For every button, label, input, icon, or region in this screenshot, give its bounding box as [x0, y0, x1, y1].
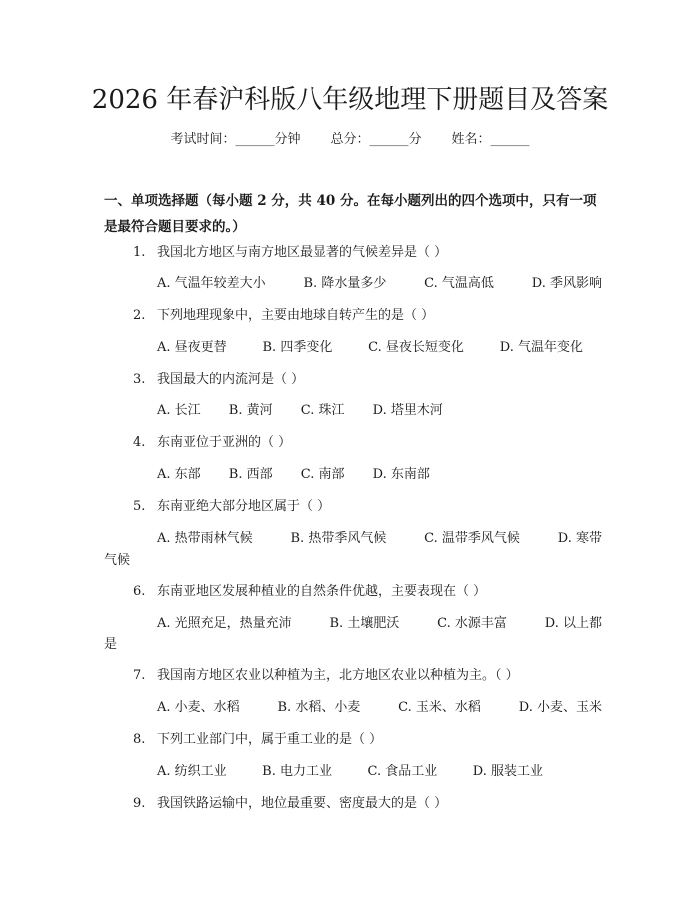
question-number: 6.	[133, 584, 146, 599]
question-number: 8.	[133, 732, 146, 747]
question-5-options	[157, 529, 602, 549]
question-text: 东南亚绝大部分地区属于（ ）	[157, 499, 331, 514]
option-c: C. 气温高低	[424, 276, 494, 291]
option-a: A. 昼夜更替	[157, 340, 227, 355]
option-a: A. 小麦、水稻	[157, 700, 240, 715]
option-b: B. 西部	[228, 467, 273, 482]
option-wrap-text: 气候	[104, 553, 131, 568]
student-name-field: 姓名：______	[451, 132, 530, 147]
question-text: 下列工业部门中，属于重工业的是（ ）	[157, 732, 383, 747]
question-1-options	[157, 274, 602, 294]
document-title: 2026 年春沪科版八年级地理下册题目及答案	[91, 85, 609, 115]
option-b: B. 土壤肥沃	[329, 616, 400, 631]
option-b: B. 四季变化	[262, 340, 333, 355]
question-number: 9.	[133, 796, 146, 811]
question-number: 3.	[133, 372, 146, 387]
question-text: 我国北方地区与南方地区最显著的气候差异是（ ）	[157, 245, 448, 260]
question-text: 我国南方地区农业以种植为主，北方地区农业以种植为主。（ ）	[157, 668, 519, 683]
option-d: D. 以上都	[544, 616, 602, 631]
section-heading-line-2: 是最符合题目要求的。）	[104, 219, 246, 235]
option-d: D. 季风影响	[531, 276, 602, 291]
question-2-options	[157, 338, 583, 358]
option-wrap-text: 是	[104, 637, 118, 652]
option-a: A. 东部	[157, 467, 201, 482]
option-b: B. 热带季风气候	[290, 531, 387, 546]
option-c: C. 珠江	[300, 403, 345, 418]
question-8-options	[157, 762, 543, 782]
option-a: A. 纺织工业	[157, 764, 227, 779]
option-d: D. 东南部	[372, 467, 430, 482]
option-b: B. 电力工业	[262, 764, 332, 779]
question-text: 东南亚地区发展种植业的自然条件优越，主要表现在（ ）	[157, 584, 487, 599]
option-c: C. 水源丰富	[437, 616, 507, 631]
option-b: B. 降水量多少	[303, 276, 387, 291]
question-4-options	[157, 465, 602, 485]
option-a: A. 热带雨林气候	[157, 531, 253, 546]
question-number: 4.	[133, 435, 146, 450]
option-d: D. 服装工业	[472, 764, 543, 779]
section-heading	[104, 188, 604, 240]
option-d: D. 寒带	[557, 531, 602, 546]
option-c: C. 昼夜长短变化	[368, 340, 464, 355]
question-text: 下列地理现象中，主要由地球自转产生的是（ ）	[157, 308, 435, 323]
option-b: B. 水稻、小麦	[277, 700, 361, 715]
option-c: C. 温带季风气候	[424, 531, 520, 546]
question-number: 5.	[133, 499, 146, 514]
option-c: C. 南部	[300, 467, 345, 482]
question-3-options	[157, 401, 602, 421]
exam-time-field: 考试时间：______分钟	[170, 132, 301, 147]
question-number: 7.	[133, 668, 146, 683]
question-6-options	[157, 614, 602, 634]
option-c: C. 玉米、水稻	[398, 700, 481, 715]
option-a: A. 气温年较差大小	[157, 276, 266, 291]
question-text: 我国铁路运输中，地位最重要、密度最大的是（ ）	[157, 796, 448, 811]
question-number: 2.	[133, 308, 146, 323]
exam-info-line	[0, 128, 700, 152]
question-text: 东南亚位于亚洲的（ ）	[157, 435, 292, 450]
question-7-options	[157, 698, 602, 718]
option-a: A. 长江	[157, 403, 201, 418]
question-text: 我国最大的内流河是（ ）	[157, 372, 305, 387]
option-d: D. 小麦、玉米	[518, 700, 602, 715]
option-d: D. 气温年变化	[499, 340, 583, 355]
total-score-field: 总分：______分	[330, 132, 422, 147]
option-d: D. 塔里木河	[372, 403, 443, 418]
section-heading-line-1: 一、单项选择题（每小题 2 分，共 40 分。在每小题列出的四个选项中，只有一项	[104, 193, 597, 209]
question-number: 1.	[133, 245, 146, 260]
option-b: B. 黄河	[228, 403, 273, 418]
option-c: C. 食品工业	[367, 764, 438, 779]
option-a: A. 光照充足，热量充沛	[157, 616, 292, 631]
